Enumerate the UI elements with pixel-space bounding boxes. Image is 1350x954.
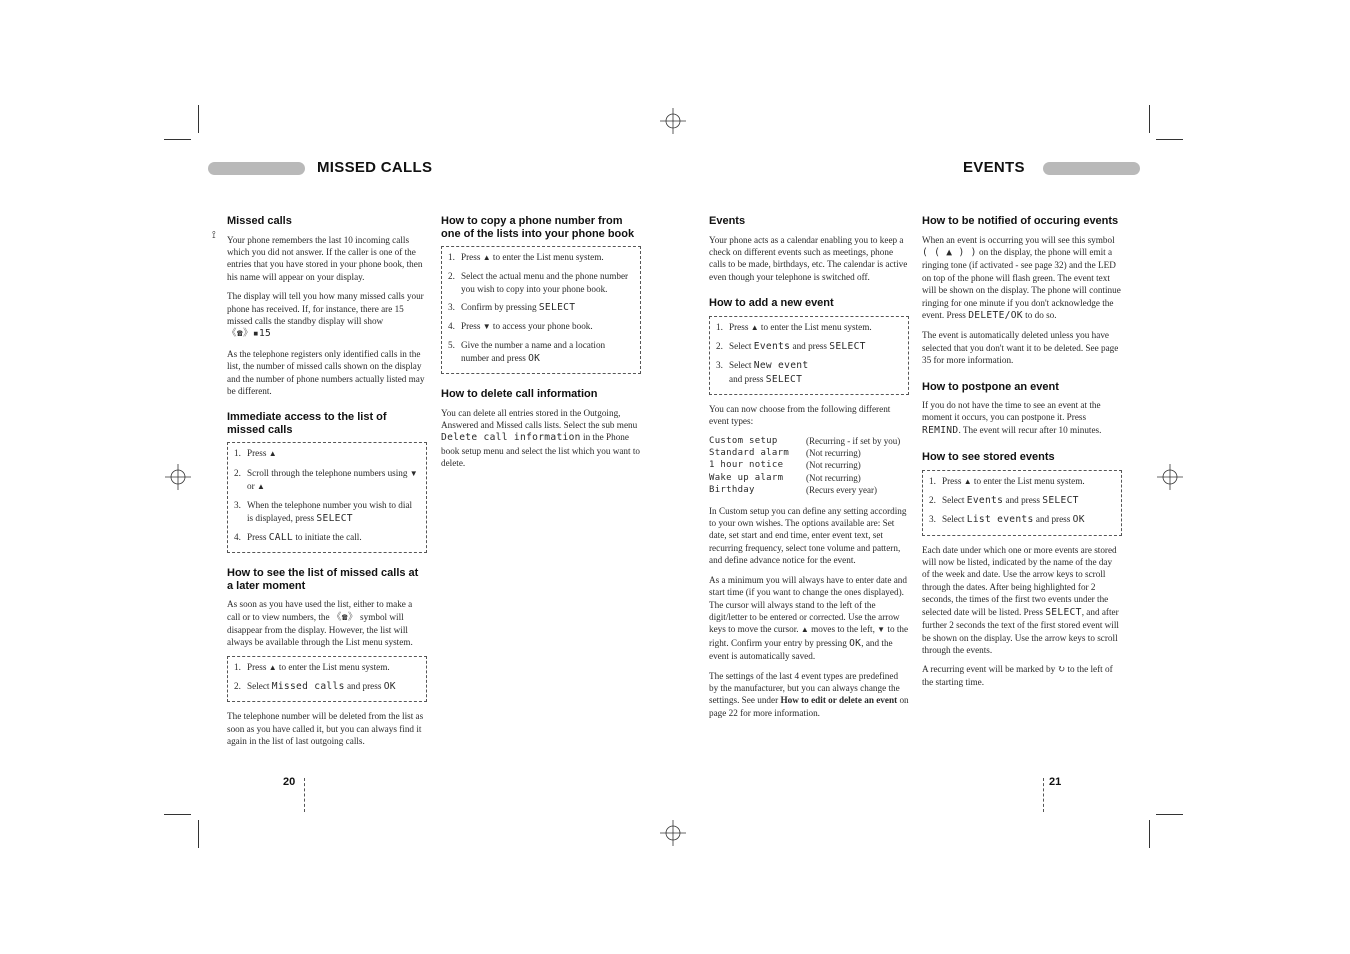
paragraph: Your phone acts as a calendar enabling you to keep a check on different events such as meetings, phone calls to be made, birthdays, etc. The calendar is active even though your telephone is switched off.	[709, 234, 908, 282]
steps-box	[227, 656, 427, 703]
crop-mark	[164, 814, 191, 815]
paragraph: The telephone number will be deleted from the list as soon as you have called it, but you can always find it again in the list of last outgoing calls.	[227, 711, 424, 747]
event-type-row: Custom setup (Recurring - if set by you)	[709, 435, 901, 446]
step-item: 2. Select Events and press SELECT	[929, 495, 1079, 507]
paragraph: If you do not have the time to see an event at the moment it occurs, you can postpone it. Press REMIND. The event will recur after 10 minutes.	[922, 400, 1102, 436]
step-item: 1. Press ▲ to enter the List menu system.	[234, 661, 390, 672]
up-arrow-icon: ▲	[256, 481, 265, 491]
crop-mark	[1156, 814, 1183, 815]
paragraph: You can delete all entries stored in the Outgoing, Answered and Missed calls lists. Select the sub menu Delete call information in the Phone book setup menu and select the list which you want to delete.	[441, 407, 641, 469]
crop-mark	[1149, 820, 1150, 848]
section-heading: Events	[709, 215, 746, 227]
event-type-row: Wake up alarm (Not recurring)	[709, 472, 861, 483]
registration-mark-icon	[660, 108, 686, 134]
page-number: 21	[1049, 776, 1062, 788]
up-arrow-icon: ▲	[268, 662, 277, 672]
event-type-row: 1 hour notice (Not recurring)	[709, 460, 861, 471]
step-item: 1. Press ▲ to enter the List menu system.	[716, 321, 872, 332]
crop-mark	[198, 820, 199, 848]
step-item: 4. Press CALL to initiate the call.	[234, 531, 362, 543]
column-missed-calls	[227, 215, 427, 755]
up-arrow-icon: ▲	[482, 253, 491, 262]
paragraph: The display will tell you how many missed calls your phone has received. If, for instance, there are 15 missed calls the standby display will show 《☎》▪15	[227, 291, 424, 340]
phone-side-icon: ⟟	[212, 230, 216, 241]
step-item: 3. Confirm by pressing SELECT	[448, 301, 576, 313]
section-heading: How to be notified of occuring events	[922, 215, 1119, 227]
section-heading: How to add a new event	[709, 297, 834, 310]
section-heading: How to delete call information	[441, 388, 598, 401]
steps-box	[922, 470, 1122, 536]
section-heading: How to postpone an event	[922, 380, 1059, 393]
page-number-rule	[1043, 778, 1044, 812]
paragraph: You can now choose from the following different event types:	[709, 403, 891, 427]
steps-box	[441, 246, 641, 374]
display-symbol: 《☎》	[331, 611, 358, 623]
step-item: 1. Press ▲ to enter the List menu system.	[448, 252, 604, 262]
paragraph: Each date under which one or more events are stored will now be listed, indicated by the name of the day of the week and date. Use the arrow keys to scroll through the dates. After being highlighted for 2 seconds, the times of the first two events under the selected date will be listed. Press SELECT, and after further 2 seconds the text of the first stored event will be shown on the display. Use the arrow keys to scroll through the events.	[922, 544, 1119, 655]
paragraph: In Custom setup you can define any setting according to your own wishes. The options available are: Set date, set start and end time, enter event text, set recurring frequency, select tone volume and pattern, and define advance notice for the event.	[709, 505, 907, 566]
crop-mark	[198, 105, 199, 133]
step-item: 4. Press ▼ to access your phone book.	[448, 321, 593, 332]
column-notifications	[922, 215, 1122, 695]
section-heading: Immediate access to the list of missed calls	[227, 411, 387, 436]
step-item: 1. Press ▲ to enter the List menu system.	[929, 475, 1085, 486]
column-events	[709, 215, 909, 726]
step-item: 2. Select the actual menu and the phone number you wish to copy into your phone book.	[448, 271, 629, 294]
paragraph: When an event is occurring you will see this symbol ( ( ▲ ) ) on the display, the phone will emit a ringing tone (if activated - see page 32) and the LED on top of the phone will flash green. The event text will be shown on the display. The phone will continue ringing for one minute if you don't acknowledge the event. Press DELETE/OK to do so.	[922, 234, 1121, 321]
crop-mark	[1149, 105, 1150, 133]
up-arrow-icon: ▲	[750, 322, 759, 332]
section-heading: How to copy a phone number from one of the lists into your phone book	[441, 215, 635, 240]
paragraph: As a minimum you will always have to enter date and start time (if you want to change the ones displayed). The cursor will always stand to the left of the digit/letter to be entered or corrected. Use the arrow keys to move the cursor. ▲ moves to the left, ▼ to the right. Confirm your entry by pressing OK, and the event is automatically saved.	[709, 574, 909, 662]
step-item: 2. Scroll through the telephone numbers using ▼ or ▲	[234, 467, 418, 491]
up-arrow-icon: ▲	[963, 476, 972, 486]
page-title-events: EVENTS	[963, 159, 1025, 176]
section-heading: How to see stored events	[922, 451, 1055, 464]
up-arrow-icon: ▲	[268, 449, 277, 459]
down-arrow-icon: ▼	[409, 468, 418, 478]
event-type-row: Birthday (Recurs every year)	[709, 485, 877, 496]
event-type-row: Standard alarm (Not recurring)	[709, 448, 861, 459]
up-arrow-icon: ▲	[800, 625, 809, 635]
registration-mark-icon	[1157, 464, 1183, 490]
step-item: 5. Give the number a name and a location number and press OK	[448, 340, 606, 364]
step-item: 1. Press ▲	[234, 448, 277, 459]
section-heading: Missed calls	[227, 215, 292, 227]
steps-box	[227, 442, 427, 553]
event-types-table	[709, 435, 900, 497]
crop-mark	[1156, 139, 1183, 140]
step-item: 3. Select New event and press SELECT	[716, 360, 809, 385]
paragraph: Your phone remembers the last 10 incoming calls which you did not answer. If the caller is one of the entries that you have stored in your phone book, then his name will appear on your display.	[227, 234, 423, 282]
paragraph: As the telephone registers only identified calls in the list, the number of missed calls shown on the display and the number of phone numbers actually listed may be different.	[227, 348, 425, 396]
section-heading: How to see the list of missed calls at a later moment	[227, 567, 419, 592]
column-copy-delete	[441, 215, 641, 477]
down-arrow-icon: ▼	[482, 322, 491, 332]
page-number: 20	[283, 776, 296, 788]
paragraph: The settings of the last 4 event types are predefined by the manufacturer, but you can always change the settings. See under How to edit or delete an event on page 22 for more information.	[709, 670, 909, 718]
crop-mark	[164, 139, 191, 140]
paragraph: A recurring event will be marked by ↻ to the left of the starting time.	[922, 664, 1113, 687]
paragraph: The event is automatically deleted unless you have selected that you don't want it to be deleted. See page 35 for more information.	[922, 330, 1119, 366]
registration-mark-icon	[165, 464, 191, 490]
display-symbol: 《☎》▪15	[227, 328, 272, 340]
step-item: 2. Select Missed calls and press OK	[234, 681, 396, 693]
page-title-missed-calls: MISSED CALLS	[317, 159, 433, 176]
step-item: 3. When the telephone number you wish to dial is displayed, press SELECT	[234, 500, 413, 524]
step-item: 3. Select List events and press OK	[929, 514, 1085, 526]
registration-mark-icon	[660, 820, 686, 846]
down-arrow-icon: ▼	[877, 625, 886, 635]
recurring-icon: ↻	[1057, 664, 1066, 675]
ringing-symbol-icon: ( ( ▲ ) )	[922, 246, 977, 258]
header-bar-decoration	[1043, 162, 1140, 175]
header-bar-decoration	[208, 162, 305, 175]
page-number-rule	[304, 778, 305, 812]
step-item: 2. Select Events and press SELECT	[716, 340, 866, 352]
steps-box	[709, 316, 909, 395]
paragraph: As soon as you have used the list, either to make a call or to view numbers, the 《☎》 symbol will disappear from the display. However, the list will always be available through the List menu system.	[227, 599, 413, 648]
